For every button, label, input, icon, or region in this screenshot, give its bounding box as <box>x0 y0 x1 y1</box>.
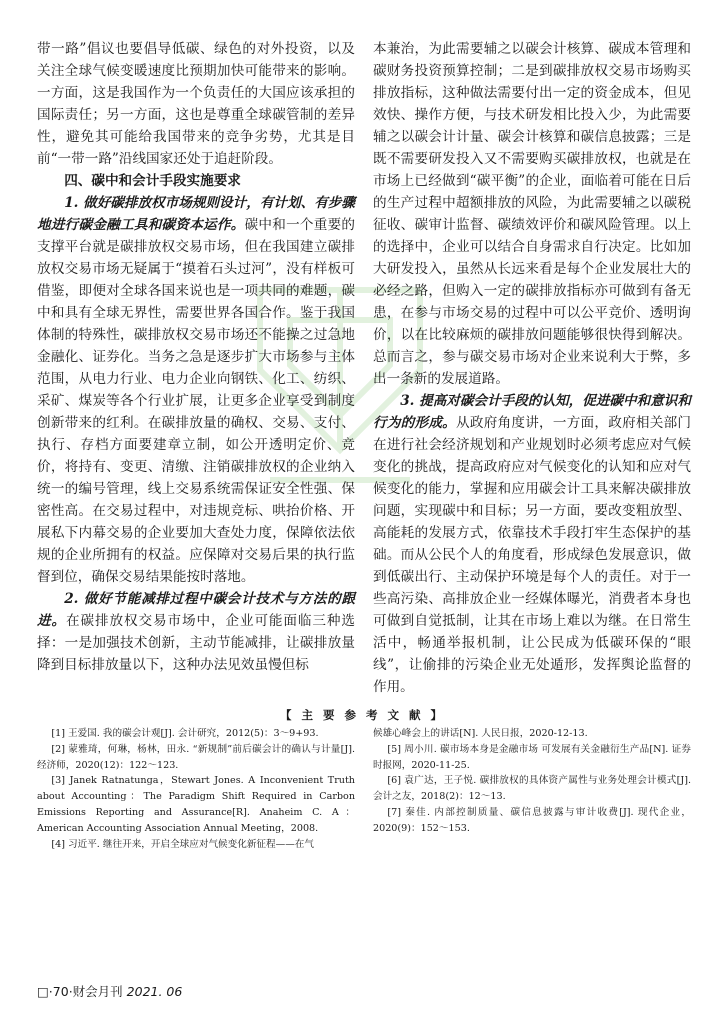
intro-paragraph: 带一路”倡议也要倡导低碳、绿色的对外投资，以及关注全球气候变暖速度比预期加快可能带来的影响。一方面，这是我国作为一个负责任的大国应该承担的国际责任；另一方面，这也是尊重全球碳管制的差异性，避免其可能给我国带来的竞争劣势，尤其是目前“一带一路”沿线国家还处于追赶阶段。 <box>37 41 355 167</box>
reference-item: [3] Janek Ratnatunga，Stewart Jones. A Inconvenient Truth about Accounting：The Paradigm Shift Required in Carbon Emissions Reporting and Assurance[R]. Anaheim C. A：American Accounting Association Annual Meeting，2008. <box>37 775 355 834</box>
issue-number: 2021. 06 <box>126 984 183 999</box>
subsection-2-body: 在碳排放权交易市场中，企业可能面临三种选择：一是加强技术创新，主动节能减排，让碳排放量降到目标排放量以下，这种办法见效虽慢但标 <box>37 613 356 673</box>
reference-item: [4] 习近平. 继往开来，开启全球应对气候变化新征程——在气 <box>51 838 314 850</box>
subsection-3-paragraph <box>373 390 691 698</box>
references-title: 【 主 要 参 考 文 献 】 <box>279 708 446 722</box>
continued-paragraph: 本兼治，为此需要辅之以碳会计核算、碳成本管理和碳财务投资预算控制；二是到碳排放权交易市场购买排放指标，这种做法需要付出一定的资金成本，但见效快、操作方便，与技术研发相比投入少，为此需要辅之以碳会计计量、碳会计核算和碳信息披露；三是既不需要研发投入又不需要购买碳排放权，也就是在市场上已经做到“碳平衡”的企业，面临着可能在日后的生产过程中超额排放的风险，为此需要辅之以碳税征收、碳审计监督、碳绩效评价和碳风险管理。以上的选择中，企业可以结合自身需求自行决定。比如加大研发投入，虽然从长远来看是每个企业发展壮大的必经之路，但购入一定的碳排放指标亦可做到有备无患，在参与市场交易的过程中可以公平竞价、透明询价，以在比较麻烦的碳排放问题能够很快得到解决。总而言之，参与碳交易市场对企业来说利大于弊，多出一条新的发展道路。 <box>373 41 691 387</box>
page-footer <box>37 982 182 1000</box>
right-column <box>373 38 691 698</box>
magazine-name: 财会月刊 <box>72 984 123 999</box>
reference-item: [6] 袁广达，王子悦. 碳排放权的具体资产属性与业务处理会计模式[J]. 会计之友，2018(2)：12～13. <box>373 775 691 803</box>
reference-item: [1] 王爱国. 我的碳会计观[J]. 会计研究，2012(5)：3～9+93. <box>51 728 319 739</box>
reference-item: [2] 蒙雅琦，何琳，杨林，田永. “新规制”前后碳会计的确认与计量[J]. 经济师，2020(12)：122～123. <box>37 743 355 771</box>
subsection-3-body: 从政府角度讲，一方面，政府相关部门在进行社会经济规划和产业规划时必须考虑应对气候变化的挑战，提高政府应对气候变化的认知和应对气候变化的能力，掌握和应用碳会计工具来解决碳排放问题，实现碳中和目标；另一方面，要改变粗放型、高能耗的发展方式，依靠技术手段打牢生态保护的基础。而从公民个人的角度看，形成绿色发展意识，做到低碳出行、主动保护环境是每个人的责任。对于一些高污染、高排放企业一经媒体曝光，消费者本身也可做到自觉抵制，让其在市场上难以为继。在日常生活中，畅通举报机制，让公民成为低碳环保的“眼线”，让偷排的污染企业无处遁形，发挥舆论监督的作用。 <box>373 415 692 695</box>
reference-item: 候雄心峰会上的讲话[N]. 人民日报，2020-12-13. <box>373 728 588 739</box>
references-left <box>37 726 355 852</box>
subsection-3-title: 3. 提高对碳会计手段的认知，促进碳中和意识和行为的形成。 <box>373 393 691 431</box>
reference-item: [7] 秦佳. 内部控制质量、碳信息披露与审计收费[J]. 现代企业，2020(9)：152～153. <box>373 806 691 834</box>
page-number: □·70· <box>37 984 73 999</box>
subsection-2-title: 2. 做好节能减排过程中碳会计技术与方法的跟进。 <box>37 591 355 629</box>
reference-item: [5] 周小川. 碳市场本身是金融市场 可发展有关金融衍生产品[N]. 证券时报网，2020-11-25. <box>373 743 691 771</box>
subsection-1-paragraph <box>37 192 355 588</box>
subsection-1-title: 1. 做好碳排放权市场规则设计，有计划、有步骤地进行碳金融工具和碳资本运作。 <box>37 195 355 233</box>
subsection-2-paragraph <box>37 588 355 676</box>
left-column <box>37 38 355 676</box>
subsection-1-body: 碳中和一个重要的支撑平台就是碳排放权交易市场，但在我国建立碳排放权交易市场无疑属于“摸着石头过河”，没有样板可借鉴，即便对全球各国来说也是一项共同的难题，碳中和具有全球无界性，需要世界各国合作。鉴于我国体制的特殊性，碳排放权交易市场还不能操之过急地金融化、证券化。当务之急是逐步扩大市场参与主体范围，从电力行业、电力企业向钢铁、化工、纺织、采矿、煤炭等各个行业扩展，让更多企业享受到制度创新带来的红利。在碳排放量的确权、交易、支付、执行、存档方面要建章立制，如公开透明定价、竞价，将持有、变更、清缴、注销碳排放权的企业纳入统一的编号管理，线上交易系统需保证安全性强、保密性高。在交易过程中，对违规竞标、哄抬价格、开展私下内幕交易的企业要加大查处力度，保障依法依规的企业所拥有的权益。应保障对交易后果的执行监督到位，确保交易结果能按时落地。 <box>37 217 356 585</box>
references-right <box>373 726 691 837</box>
section-heading: 四、碳中和会计手段实施要求 <box>64 173 241 189</box>
